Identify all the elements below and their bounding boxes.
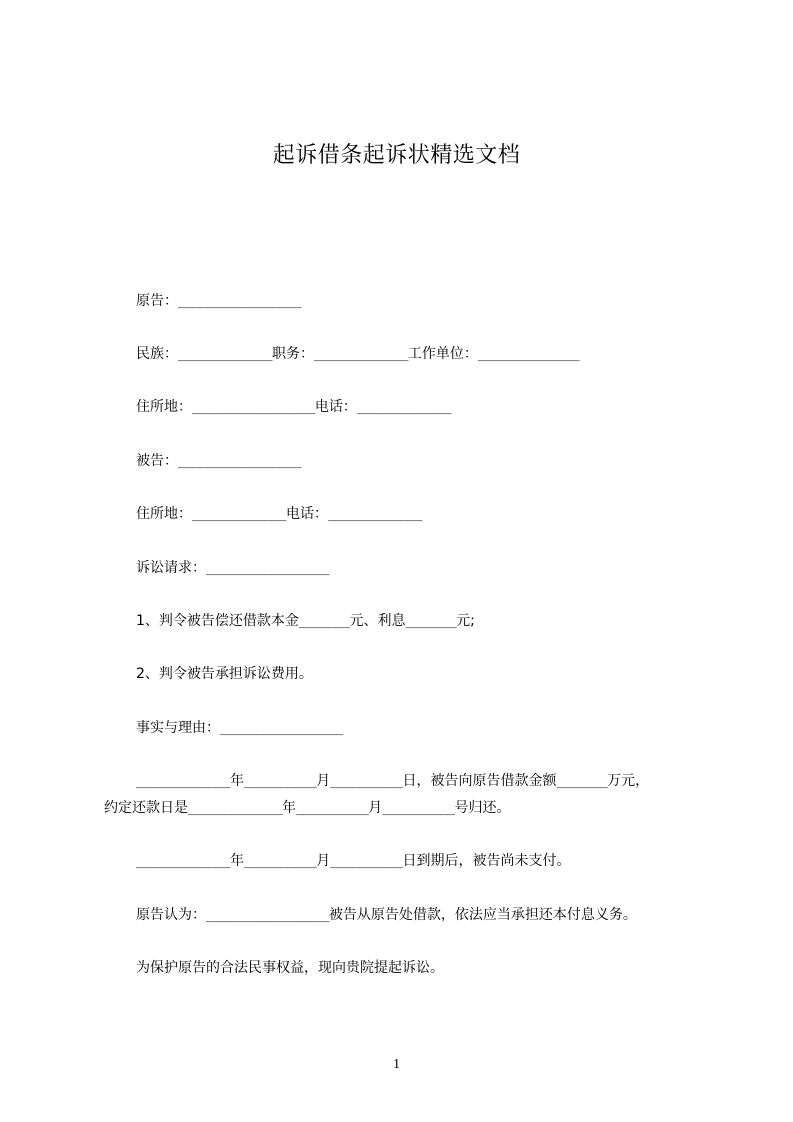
plaintiff-holds-blank: _________________ (206, 908, 329, 923)
claim-item-1-text-c: 元; (456, 613, 475, 629)
principal-amount-blank: _______ (298, 614, 350, 629)
claim-item-1-text-b: 元、利息 (349, 613, 406, 629)
due-suffix: 日到期后，被告尚未支付。 (402, 853, 571, 869)
due-month-blank: __________ (243, 854, 317, 869)
claims-blank: _________________ (206, 561, 329, 576)
repay-date-label: 约定还款日是 (104, 800, 188, 816)
due-day-blank: __________ (330, 854, 403, 869)
loan-amount-blank: _______ (556, 774, 608, 789)
phone-label: 电话： (285, 506, 328, 522)
facts-label: 事实与理由： (136, 720, 220, 736)
claim-item-2-text: 2、判令被告承担诉讼费用。 (136, 666, 313, 682)
facts-blank: _________________ (220, 721, 343, 736)
position-blank: _____________ (313, 347, 408, 362)
defendant-phone-blank: _____________ (327, 507, 422, 522)
ethnicity-label: 民族： (136, 346, 178, 362)
defendant-line (136, 452, 301, 471)
plaintiff-address-line (136, 398, 451, 417)
plaintiff-phone-blank: _____________ (356, 400, 451, 415)
conclusion-line (136, 959, 444, 977)
address-label: 住所地： (136, 399, 192, 415)
plaintiff-label: 原告： (136, 293, 178, 309)
employer-blank: ______________ (477, 347, 580, 362)
year-label: 年 (281, 800, 296, 816)
document-title: 起诉借条起诉状精选文档 (272, 143, 521, 168)
month-label: 月 (368, 800, 383, 816)
position-label: 职务： (271, 346, 314, 362)
plaintiff-holds-label: 原告认为： (136, 907, 206, 923)
defendant-name-blank: _________________ (178, 454, 301, 469)
loan-month-blank: __________ (243, 774, 317, 789)
claim-item-1-text-a: 1、判令被告偿还借款本金 (136, 613, 299, 629)
repay-day-blank: __________ (382, 801, 455, 816)
defendant-label: 被告： (136, 453, 178, 469)
plaintiff-address-blank: _________________ (192, 400, 315, 415)
loan-day-blank: __________ (330, 774, 403, 789)
claim-item-1 (136, 612, 475, 631)
employer-label: 工作单位： (407, 346, 478, 362)
plaintiff-holds-text: 被告从原告处借款，依法应当承担还本付息义务。 (328, 907, 637, 923)
repay-month-blank: __________ (295, 801, 369, 816)
claims-line (136, 559, 329, 578)
conclusion-text: 为保护原告的合法民事权益，现向贵院提起诉讼。 (136, 960, 444, 976)
repay-suffix: 号归还。 (454, 800, 511, 816)
claim-item-2 (136, 665, 313, 683)
plaintiff-details-line (136, 345, 579, 364)
month-label: 月 (316, 773, 331, 789)
loan-year-blank: _____________ (136, 774, 230, 789)
year-label: 年 (229, 773, 244, 789)
plaintiff-line (136, 292, 301, 311)
wan-yuan-text: 万元， (607, 773, 650, 789)
page-number: 1 (393, 1057, 400, 1072)
ethnicity-blank: _____________ (178, 347, 272, 362)
month-label: 月 (316, 853, 331, 869)
due-year-blank: _____________ (136, 854, 230, 869)
claims-label: 诉讼请求： (136, 560, 206, 576)
phone-label: 电话： (314, 399, 357, 415)
defendant-address-blank: _____________ (192, 507, 286, 522)
interest-amount-blank: _______ (405, 614, 457, 629)
loan-date-line (136, 772, 649, 791)
plaintiff-name-blank: _________________ (178, 294, 301, 309)
year-label: 年 (229, 853, 244, 869)
plaintiff-holds-line (136, 906, 637, 925)
due-date-line (136, 852, 571, 871)
defendant-address-line (136, 505, 422, 524)
repay-date-line (104, 799, 511, 818)
loan-day-text: 日，被告向原告借款金额 (402, 773, 557, 789)
repay-year-blank: _____________ (188, 801, 282, 816)
facts-line (136, 719, 343, 738)
address-label: 住所地： (136, 506, 192, 522)
